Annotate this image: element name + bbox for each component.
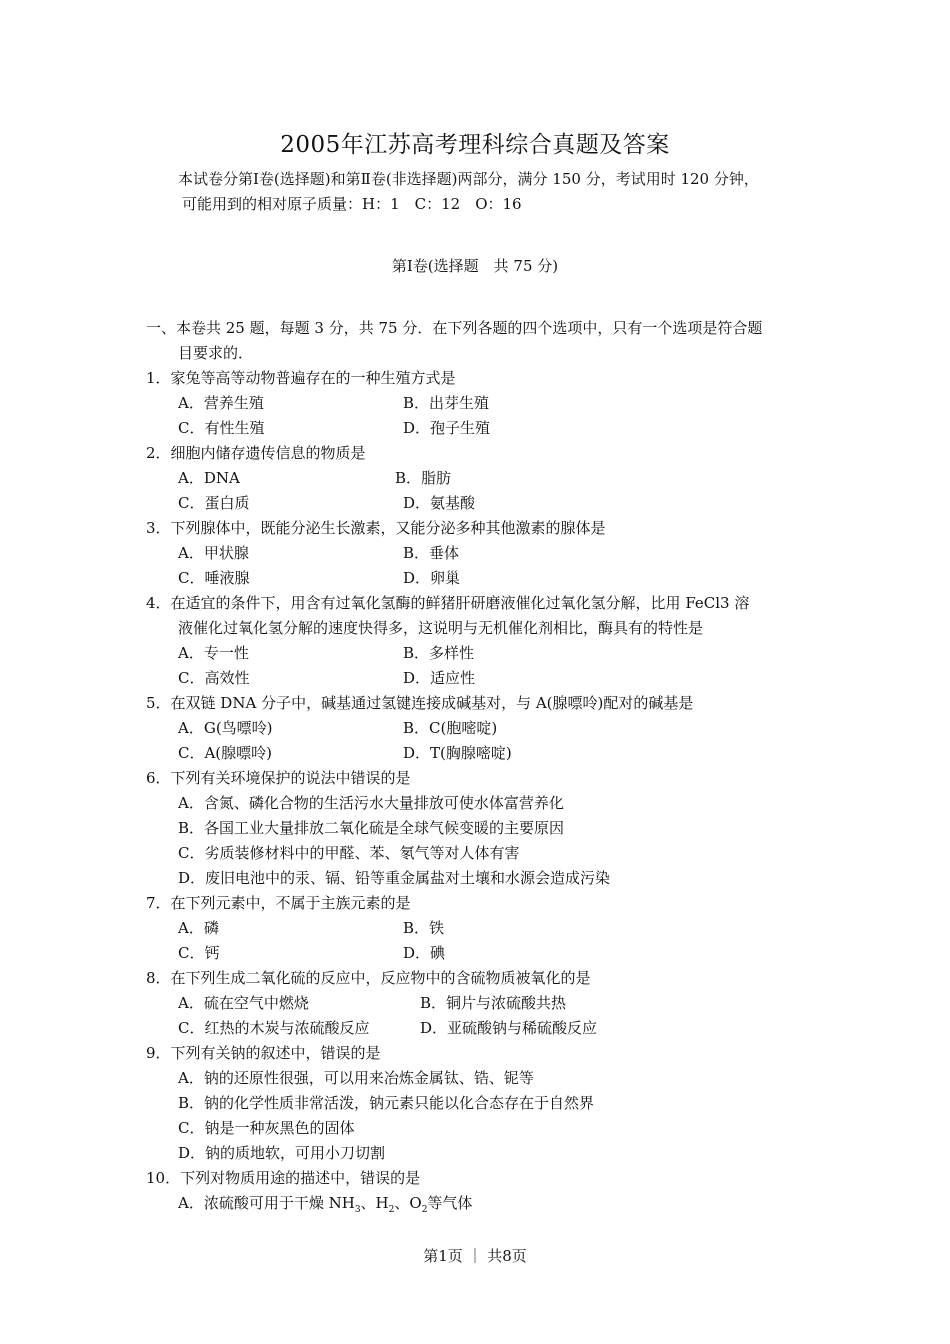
option: D．适应性 [403, 669, 476, 687]
option-text-part: 、H [360, 1194, 389, 1212]
option: A．营养生殖 [178, 394, 264, 412]
question-stem: 10．下列对物质用途的描述中，错误的是 [146, 1169, 421, 1187]
option: A．硫在空气中燃烧 [178, 994, 309, 1012]
option: B．各国工业大量排放二氧化硫是全球气候变暖的主要原因 [178, 819, 565, 837]
option: C．钠是一种灰黑色的固体 [178, 1119, 355, 1137]
instructions-line-1: 一、本卷共 25 题，每题 3 分，共 75 分．在下列各题的四个选项中，只有一个选项是符合题 [146, 319, 763, 337]
option-text-part: 、O [394, 1194, 422, 1212]
option: B．铜片与浓硫酸共热 [420, 994, 567, 1012]
subscript: 2 [388, 1205, 395, 1215]
intro-line-1: 本试卷分第Ⅰ卷(选择题)和第Ⅱ卷(非选择题)两部分，满分 150 分，考试用时 120 分钟， [178, 170, 759, 188]
subscript: 3 [354, 1205, 361, 1215]
question-stem: 9．下列有关钠的叙述中，错误的是 [146, 1044, 381, 1062]
option: B．脂肪 [395, 469, 452, 487]
option: C．蛋白质 [178, 494, 250, 512]
option: B．钠的化学性质非常活泼，钠元素只能以化合态存在于自然界 [178, 1094, 595, 1112]
section-title: 第Ⅰ卷(选择题 共 75 分) [391, 257, 559, 275]
page-footer: 第1页 ｜ 共8页 [423, 1247, 527, 1265]
option: D．钠的质地软，可用小刀切割 [178, 1144, 386, 1162]
option [178, 1192, 472, 1215]
option: B．垂体 [403, 544, 460, 562]
instructions-line-2: 目要求的． [178, 344, 254, 362]
intro-line-2: 可能用到的相对原子质量：H：1 C：12 O：16 [182, 195, 522, 213]
question-stem: 6．下列有关环境保护的说法中错误的是 [146, 769, 411, 787]
option-text-part: 等气体 [427, 1194, 473, 1212]
option: B．铁 [403, 919, 445, 937]
question-stem: 3．下列腺体中，既能分泌生长激素，又能分泌多种其他激素的腺体是 [146, 519, 606, 537]
question-stem: 7．在下列元素中，不属于主族元素的是 [146, 894, 411, 912]
option: C．高效性 [178, 669, 250, 687]
option: D．孢子生殖 [403, 419, 491, 437]
option: B．多样性 [403, 644, 475, 662]
question-stem-continued: 液催化过氧化氢分解的速度快得多，这说明与无机催化剂相比，酶具有的特性是 [178, 619, 704, 637]
option: A．DNA [178, 469, 240, 487]
option: C．红热的木炭与浓硫酸反应 [178, 1019, 370, 1037]
document-title: 2005年江苏高考理科综合真题及答案 [280, 132, 670, 158]
option: D．亚硫酸钠与稀硫酸反应 [420, 1019, 598, 1037]
option: C．A(腺嘌呤) [178, 744, 273, 762]
option: D．废旧电池中的汞、镉、铅等重金属盐对土壤和水源会造成污染 [178, 869, 611, 887]
option: A．磷 [178, 919, 219, 937]
question-stem: 5．在双链 DNA 分子中，碱基通过氢键连接成碱基对，与 A(腺嘌呤)配对的碱基是 [146, 694, 694, 712]
option-text-part: A．浓硫酸可用于干燥 NH [178, 1194, 355, 1212]
option: C．有性生殖 [178, 419, 265, 437]
subscript: 2 [421, 1205, 428, 1215]
option: C．钙 [178, 944, 220, 962]
option: B．出芽生殖 [403, 394, 490, 412]
option: C．唾液腺 [178, 569, 250, 587]
question-stem: 1．家兔等高等动物普遍存在的一种生殖方式是 [146, 369, 456, 387]
option: D．卵巢 [403, 569, 461, 587]
option: D．氨基酸 [403, 494, 476, 512]
option: A．含氮、磷化合物的生活污水大量排放可使水体富营养化 [178, 794, 564, 812]
question-stem: 4．在适宜的条件下，用含有过氧化氢酶的鲜猪肝研磨液催化过氧化氢分解，比用 FeCl3 溶 [146, 594, 750, 612]
question-stem: 8．在下列生成二氧化硫的反应中，反应物中的含硫物质被氧化的是 [146, 969, 591, 987]
option: A．钠的还原性很强，可以用来冶炼金属钛、锆、铌等 [178, 1069, 534, 1087]
option: D．碘 [403, 944, 446, 962]
option: B．C(胞嘧啶) [403, 719, 498, 737]
option: A．G(鸟嘌呤) [178, 719, 273, 737]
question-stem: 2．细胞内储存遗传信息的物质是 [146, 444, 366, 462]
option: A．甲状腺 [178, 544, 249, 562]
option: C．劣质装修材料中的甲醛、苯、氡气等对人体有害 [178, 844, 520, 862]
option: D．T(胸腺嘧啶) [403, 744, 512, 762]
option: A．专一性 [178, 644, 249, 662]
